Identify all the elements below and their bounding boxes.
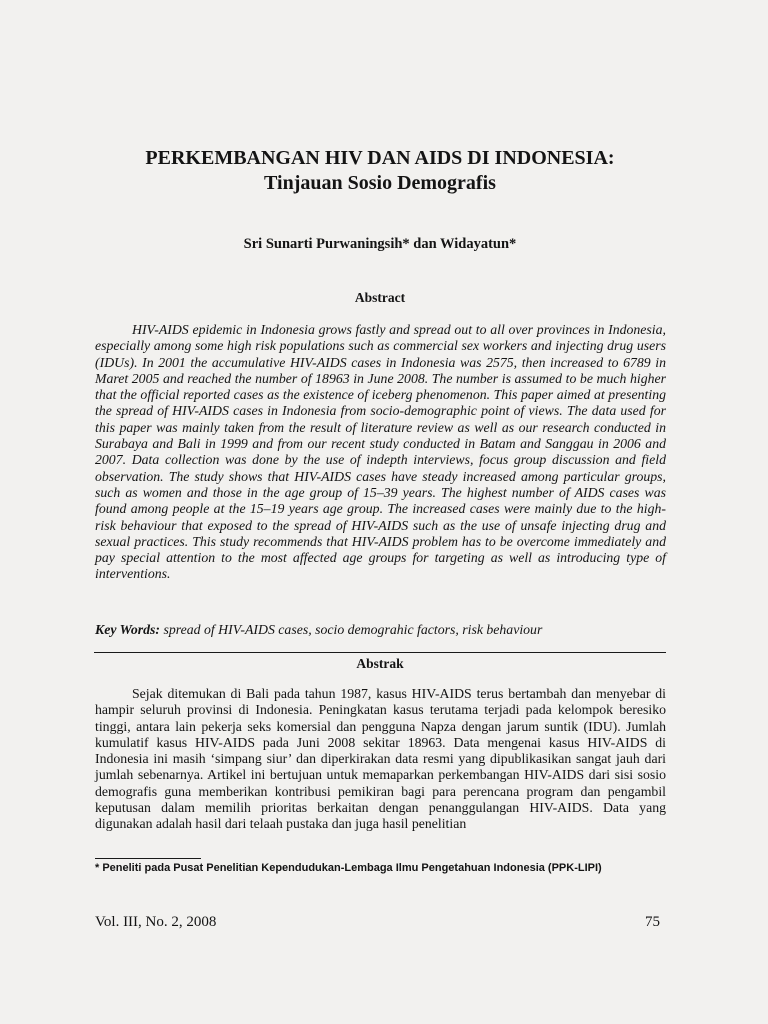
author-list: Sri Sunarti Purwaningsih* dan Widayatun* — [243, 236, 517, 252]
abstrak-body: Sejak ditemukan di Bali pada tahun 1987, kasus HIV-AIDS terus bertambah dan menyebar di hampir seluruh provinsi di Indonesia. Peningkatan kasus terutama terjadi pada kelompok beresiko tinggi, antara lain pekerja seks komersial dan pengguna Napza dengan jarum suntik (IDU). Jumlah kumulatif kasus HIV-AIDS pada Juni 2008 sekitar 18963. Data mengenai kasus HIV-AIDS di Indonesia ini masih ‘simpang siur’ dan diperkirakan data resmi yang dipublikasikan sangat jauh dari jumlah sebenarnya. Artikel ini bertujuan untuk memaparkan perkembangan HIV-AIDS dari sisi sosio demografis guna memberikan kontribusi pemikiran bagi para perencana program dan pengambil keputusan dalam memilih prioritas berkaitan dengan penanggulangan HIV-AIDS. Data yang digunakan adalah hasil dari telaah pustaka dan juga hasil penelitian — [95, 686, 666, 832]
keywords-label: Key Words: — [95, 622, 161, 637]
keywords-text: spread of HIV-AIDS cases, socio demograhic factors, risk behaviour — [160, 622, 543, 637]
footnote-divider — [95, 858, 201, 859]
paper-title-line-1: PERKEMBANGAN HIV DAN AIDS DI INDONESIA: — [145, 147, 615, 169]
paper-title — [94, 146, 666, 196]
keywords — [95, 622, 666, 638]
journal-citation: Vol. III, No. 2, 2008 — [95, 914, 217, 930]
paper-title-line-2: Tinjauan Sosio Demografis — [264, 172, 496, 194]
abstract-body: HIV-AIDS epidemic in Indonesia grows fastly and spread out to all over provinces in Indonesia, especially among some high risk populations such as commercial sex workers and injecting drug users (IDUs). In 2001 the accumulative HIV-AIDS cases in Indonesia was 2575, then increased to 6789 in Maret 2005 and reached the number of 18963 in June 2008. The number is assumed to be much higher that the official reported cases as the existence of iceberg phenomenon. This paper aimed at presenting the spread of HIV-AIDS cases in Indonesia from socio-demographic point of views. The data used for this paper was mainly taken from the result of literature review as well as our research conducted in Surabaya and Bali in 1999 and from our recent study conducted in Batam and Sanggau in 2006 and 2007. Data collection was done by the use of indepth interviews, focus group discussion and field observation. The study shows that HIV-AIDS cases have steady increased among particular groups, such as women and those in the age group of 15–39 years. The highest number of AIDS cases was found among people at the 15–19 years age group. The increased cases were mainly due to the high-risk behaviour that exposed to the spread of HIV-AIDS such as the use of unsafe injecting drug and sexual practices. This study recommends that HIV-AIDS problem has to be overcome immediately and pay special attention to the most affected age groups for targeting as well as introducing type of interventions. — [95, 322, 666, 582]
abstract-heading: Abstract — [354, 290, 406, 305]
footnote: * Peneliti pada Pusat Penelitian Kependudukan-Lembaga Ilmu Pengetahuan Indonesia (PPK-LIPI) — [95, 862, 602, 874]
abstrak-heading: Abstrak — [356, 656, 404, 671]
page-number: 75 — [645, 914, 660, 930]
section-divider — [94, 652, 666, 653]
